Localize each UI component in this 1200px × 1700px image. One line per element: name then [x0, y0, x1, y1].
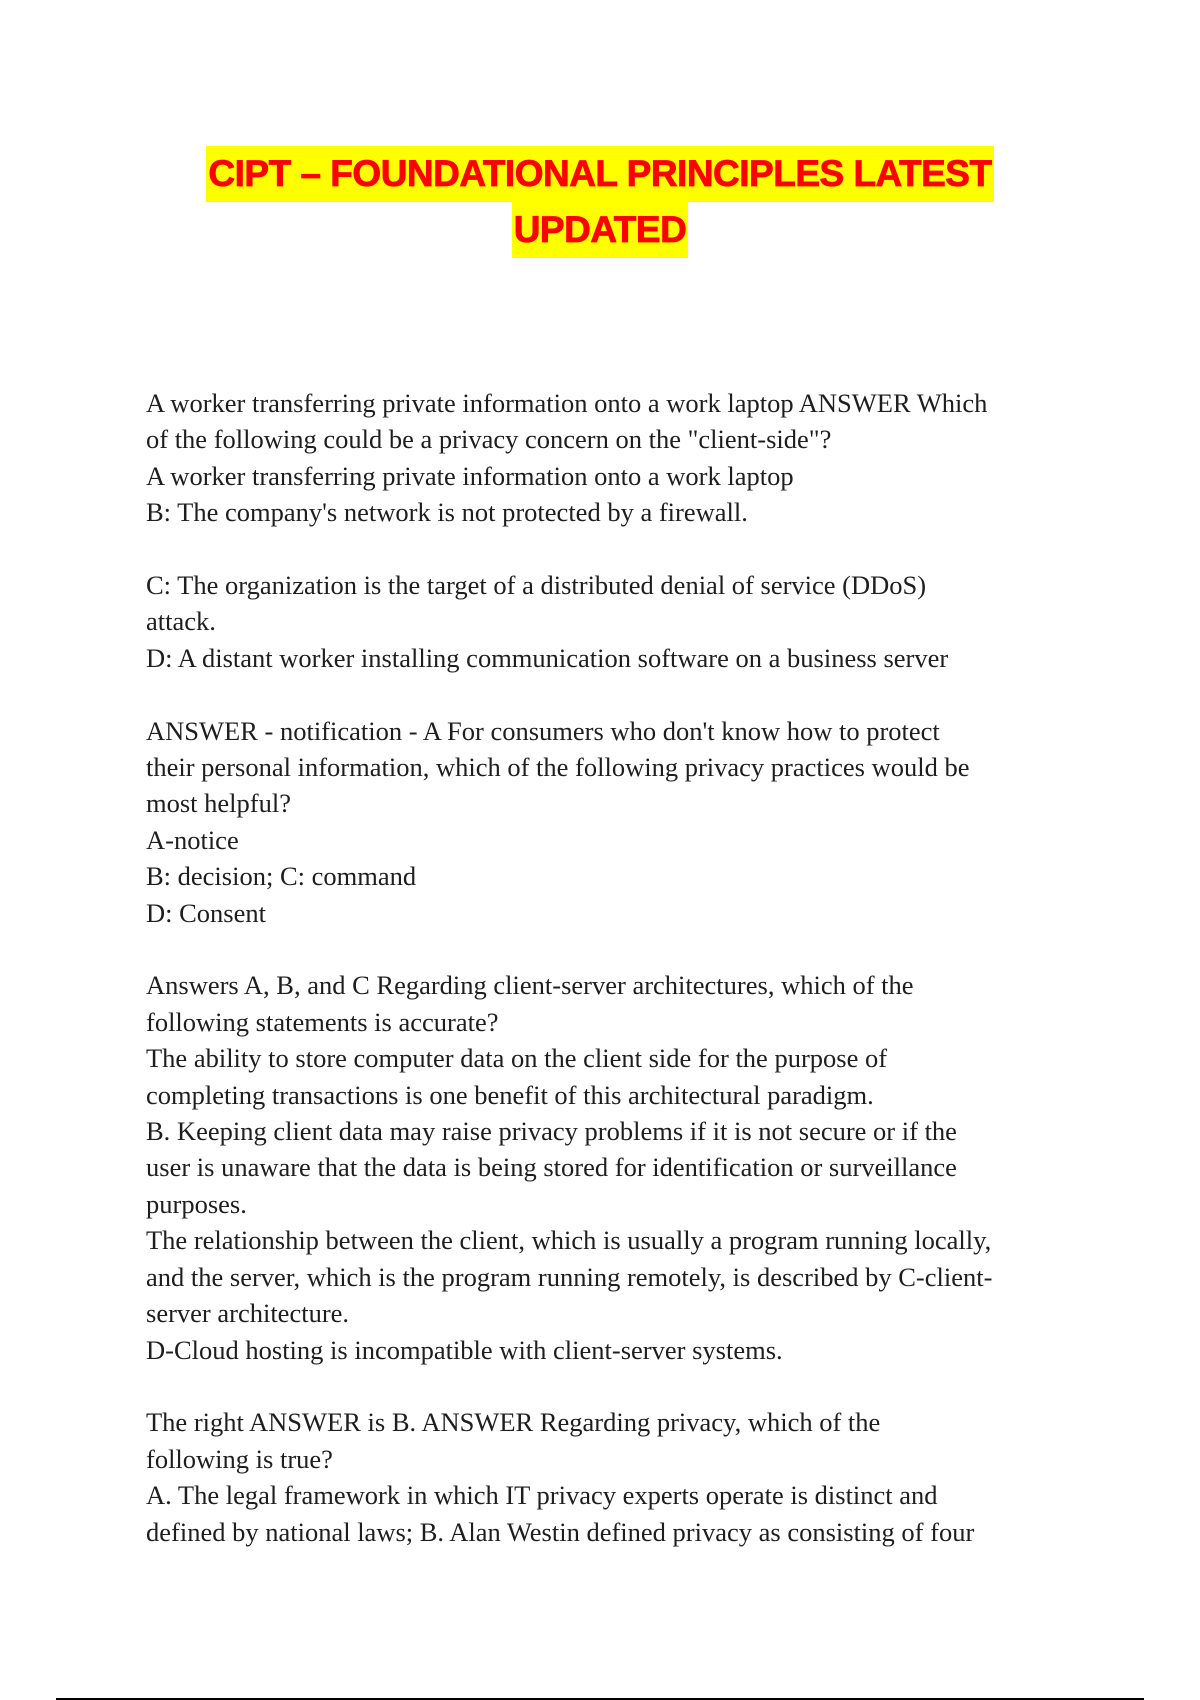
- text-line: D: Consent: [146, 897, 266, 928]
- document-title: [0, 146, 1200, 258]
- text-line: D-Cloud hosting is incompatible with client-server systems.: [146, 1334, 783, 1365]
- text-line: their personal information, which of the following privacy practices would be: [146, 752, 970, 783]
- text-line: attack.: [146, 606, 216, 637]
- paragraph-gap: [146, 531, 1066, 567]
- text-line: C: The organization is the target of a distributed denial of service (DDoS): [146, 570, 927, 601]
- text-line: user is unaware that the data is being stored for identification or surveillance: [146, 1152, 957, 1183]
- question-block: [146, 385, 1066, 531]
- text-line: Answers A, B, and C Regarding client-server architectures, which of the: [146, 970, 914, 1001]
- text-line: A. The legal framework in which IT privacy experts operate is distinct and: [146, 1480, 938, 1511]
- text-line: The right ANSWER is B. ANSWER Regarding privacy, which of the: [146, 1407, 881, 1438]
- text-line: B: The company's network is not protected by a firewall.: [146, 497, 748, 528]
- text-line: and the server, which is the program running remotely, is described by C-client-: [146, 1261, 993, 1292]
- text-line: of the following could be a privacy concern on the "client-side"?: [146, 424, 832, 455]
- text-line: server architecture.: [146, 1298, 350, 1329]
- text-line: completing transactions is one benefit of this architectural paradigm.: [146, 1079, 874, 1110]
- text-line: The ability to store computer data on the client side for the purpose of: [146, 1043, 888, 1074]
- document-body: [146, 385, 1066, 1550]
- paragraph-gap: [146, 676, 1066, 712]
- text-line: A worker transferring private information onto a work laptop ANSWER Which: [146, 388, 988, 418]
- paragraph-gap: [146, 931, 1066, 967]
- title-line-2: UPDATED: [512, 202, 689, 258]
- text-line: B. Keeping client data may raise privacy problems if it is not secure or if the: [146, 1116, 957, 1147]
- question-block: [146, 1404, 1066, 1550]
- text-line: purposes.: [146, 1188, 247, 1219]
- text-line: most helpful?: [146, 788, 291, 819]
- text-line: B: decision; C: command: [146, 861, 417, 892]
- text-line: The relationship between the client, which is usually a program running locally,: [146, 1225, 992, 1256]
- text-line: D: A distant worker installing communication software on a business server: [146, 642, 949, 673]
- text-line: ANSWER - notification - A For consumers who don't know how to protect: [146, 715, 940, 746]
- text-line: following is true?: [146, 1443, 333, 1474]
- question-block: [146, 967, 1066, 1367]
- question-block: [146, 713, 1066, 931]
- text-line: following statements is accurate?: [146, 1006, 499, 1037]
- title-line-1: CIPT – FOUNDATIONAL PRINCIPLES LATEST: [206, 146, 993, 202]
- text-line: defined by national laws; B. Alan Westin defined privacy as consisting of four: [146, 1516, 975, 1547]
- paragraph-gap: [146, 1368, 1066, 1404]
- text-line: A-notice: [146, 824, 239, 855]
- text-line: A worker transferring private information onto a work laptop: [146, 460, 794, 491]
- question-block: [146, 567, 1066, 676]
